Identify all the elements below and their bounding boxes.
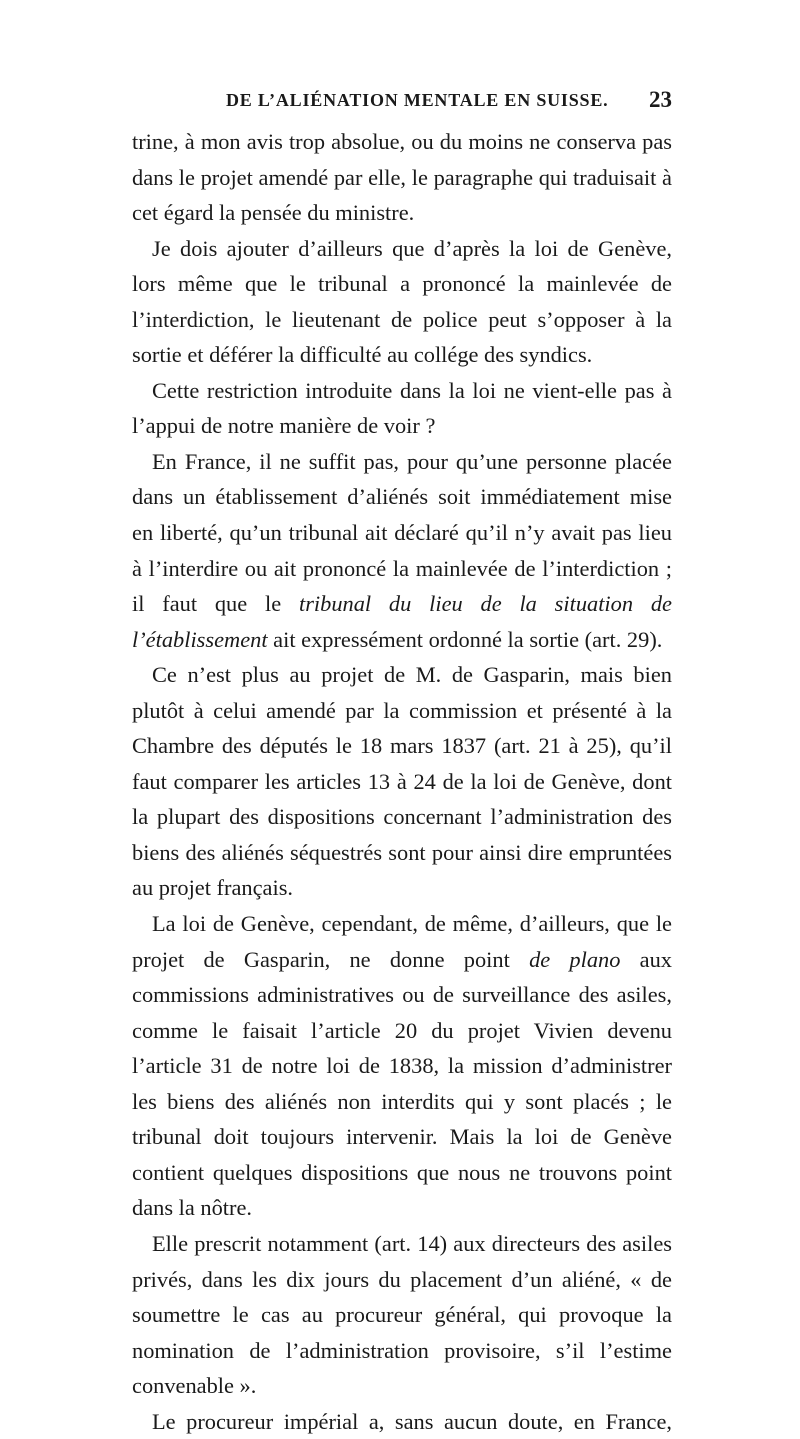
paragraph-text: Elle prescrit notamment (art. 14) aux directeurs des asiles privés, dans les dix jours du placement d’un aliéné, « de soumettre le cas au procureur général, qui provoque la nomination de l’administration provisoire, s’il l’estime convenable ». — [132, 1230, 672, 1399]
paragraph-text: La loi de Genève, cependant, de même, d’ailleurs, que le projet de Gasparin, ne donne point — [132, 911, 672, 972]
paragraph-geneva-law — [132, 906, 672, 1226]
running-head-title: DE L’ALIÉNATION MENTALE EN SUISSE. — [226, 90, 609, 110]
paragraph-text: aux commissions administratives ou de surveillance des asiles, comme le faisait l’article 20 du projet Vivien devenu l’article 31 de notre loi de 1838, la mission d’administrer les biens des aliénés non interdits qui y sont placés ; le tribunal doit toujours intervenir. Mais la loi de Genève contient quelques dispositions que nous ne trouvons point dans la nôtre. — [132, 946, 672, 1221]
paragraph-text: trine, à mon avis trop absolue, ou du moins ne conserva pas dans le projet amendé par elle, le paragraphe qui traduisait à cet égard la pensée du ministre. — [132, 129, 672, 226]
paragraph-text: ait expressément ordonné la sortie (art. 29). — [267, 626, 663, 652]
paragraph-gasparin-project — [132, 657, 672, 906]
paragraph-geneva-police — [132, 231, 672, 373]
running-head — [132, 87, 672, 120]
italic-emphasis: tribunal du lieu de la situation de l’établissement — [132, 591, 672, 652]
paragraph-text: Ce n’est plus au projet de M. de Gasparin, mais bien plutôt à celui amendé par la commission et présenté à la Chambre des députés le 18 mars 1837 (art. 21 à 25), qu’il faut comparer les articles 13 à 24 de la loi de Genève, dont la plupart des dispositions concernant l’administration des biens des aliénés séquestrés sont pour ainsi dire empruntées au projet français. — [132, 662, 672, 901]
body-text — [132, 124, 672, 1439]
paragraph-text: En France, il ne suffit pas, pour qu’une personne placée dans un établissement d’aliénés soit immédiatement mise en liberté, qu’un tribunal ait déclaré qu’il n’y avait pas lieu à l’interdire ou ait prononcé la mainlevée de l’interdiction ; il faut que le — [132, 448, 672, 617]
paragraph-article-14 — [132, 1226, 672, 1404]
paragraph-text: Je dois ajouter d’ailleurs que d’après la loi de Genève, lors même que le tribunal a prononcé la mainlevée de l’interdiction, le lieutenant de police peut s’opposer à la sortie et déférer la difficulté au collége des syndics. — [132, 235, 672, 368]
page-number: 23 — [649, 87, 672, 112]
paragraph-france — [132, 444, 672, 657]
paragraph-continuation — [132, 124, 672, 231]
paragraph-text: Le procureur impérial a, sans aucun doute, en France, — [152, 1408, 672, 1434]
paragraph-restriction — [132, 373, 672, 444]
paragraph-procureur — [132, 1404, 672, 1439]
paragraph-text: Cette restriction introduite dans la loi ne vient-elle pas à l’appui de notre manière de voir ? — [132, 377, 672, 439]
italic-emphasis: de plano — [529, 946, 621, 972]
